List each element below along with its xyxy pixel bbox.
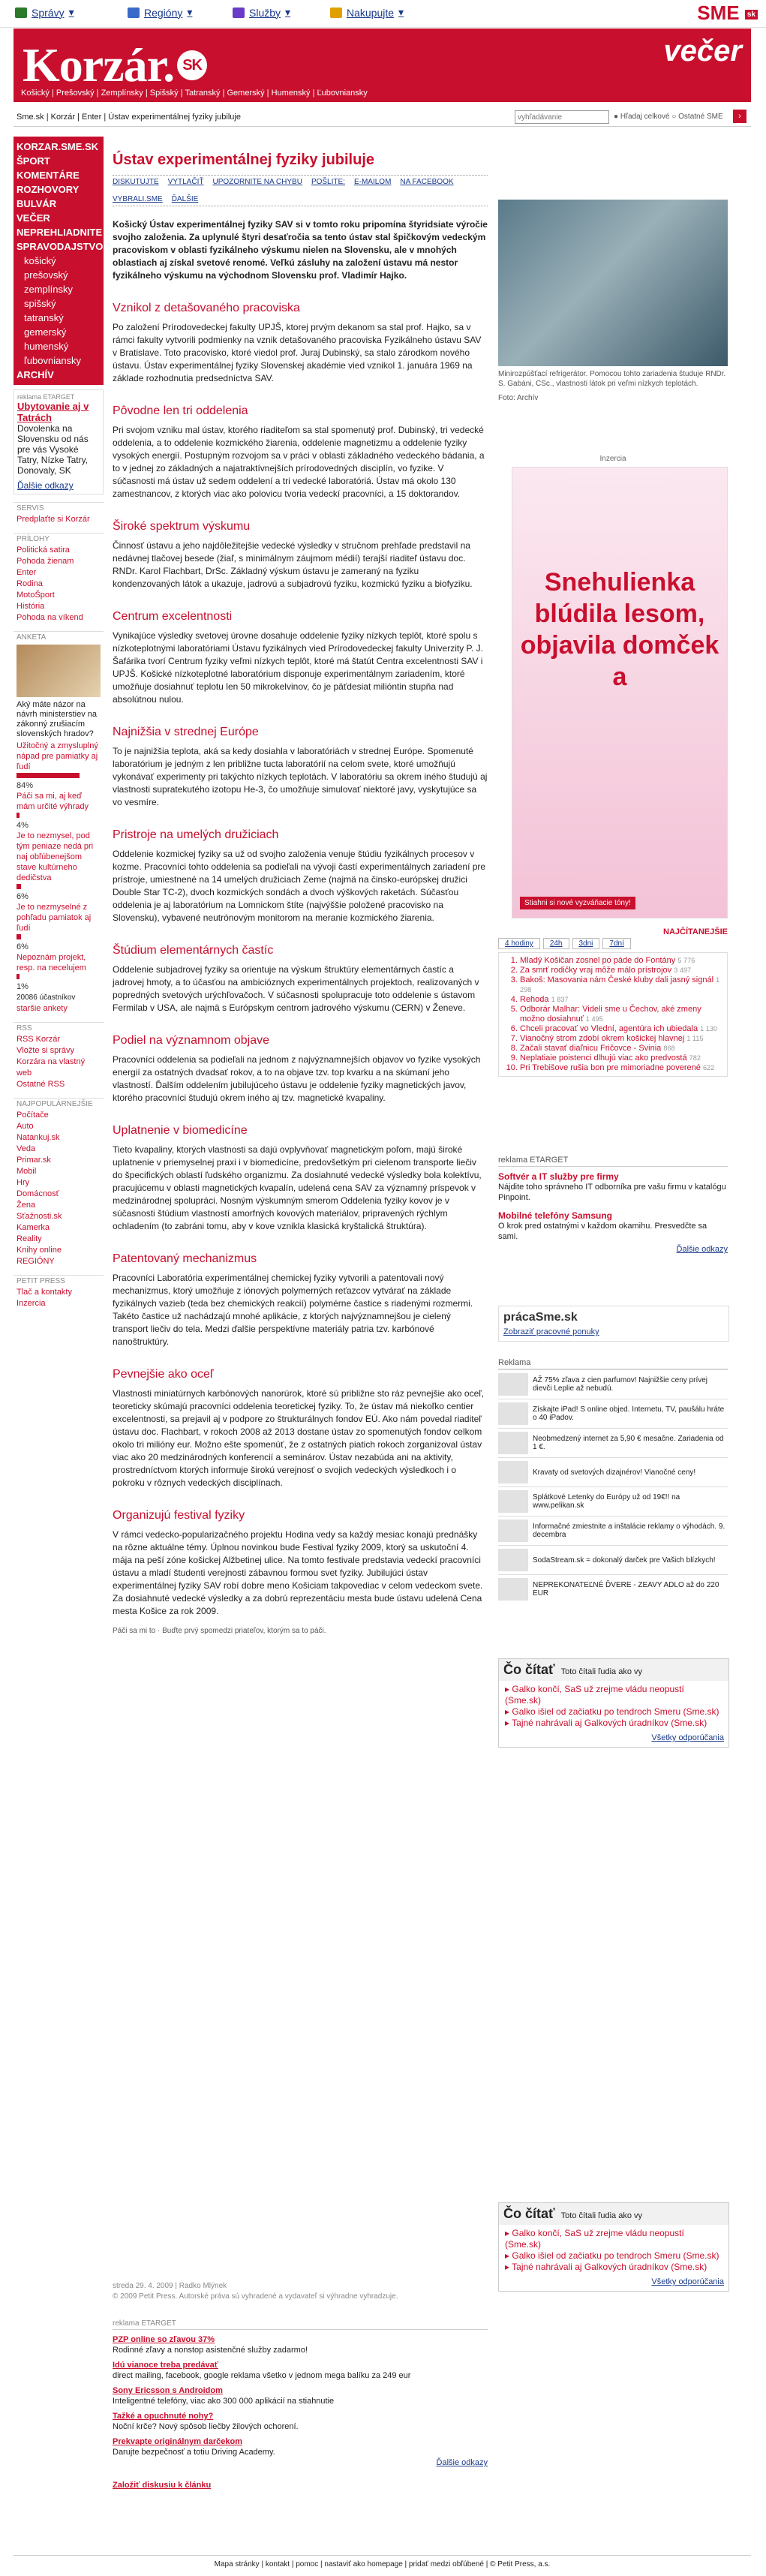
nav-sub-kosicky[interactable]: košický — [24, 255, 56, 266]
most-read-item[interactable] — [520, 1054, 727, 1063]
section-paragraph: Pracovníci oddelenia sa podieľali na jednom z najvýznamnejších objavov vo fyzike vysokých energií za ostatných dvadsať rokov, a to na objave tzv. top kvarku a na skúmaní jeho vlastností. Ďalším oddelením jubilujúceho ústavu je oddelenie fyziky magnetických javov, ktorého pracovníci študujú okrem iného aj tzv. magnetické kvapaliny. — [113, 1054, 481, 1103]
poll-question: Aký máte názor na návrh ministerstiev na zákonný zrušiacím slovenských hradov? — [17, 700, 97, 738]
reklama-thumbnail — [498, 1461, 528, 1483]
left-navigation — [14, 137, 104, 1309]
most-read-tab[interactable]: 4 hodiny — [498, 938, 540, 949]
article-toolbar — [113, 175, 488, 206]
search-button[interactable]: › — [733, 110, 746, 123]
poll-option[interactable]: Je to nezmysel, pod tým peniaze nedá pri naj obľúbenejšom stave kultúrneho dedičstva — [17, 831, 94, 882]
most-read-count: 1 115 — [686, 1035, 704, 1042]
section-heading: Najnižšia v strednej Európe — [113, 726, 259, 738]
popular-link[interactable]: Natankuj.sk — [17, 1133, 60, 1142]
section-heading: Patentovaný mechanizmus — [113, 1252, 257, 1265]
section-paragraph: To je najnižšia teplota, aká sa kedy dosiahla v laboratóriách v strednej Európe. Spomenuté laboratórium je jedným z len približne tucta laboratórií na celom svete, ktoré umožňujú vykonávať experimenty pri takýchto nízkych teplotách. V laboratóriu sa okrem iného študujú aj vlastnosti supratekutého izotopu He-3, čo umožňuje simulovať niektoré javy, vyskytujúce sa vo vesmíre. — [113, 746, 488, 807]
footer-ad-title[interactable]: Idú vianoce treba predávať — [113, 2361, 218, 2370]
section-paragraph: Po založení Prírodovedeckej fakulty UPJŠ, ktorej prvým dekanom sa stal prof. Hajko, sa v rámci fakulty vytvorili podmienky na vznik detašovaného pracoviska Fyzikálneho ústavu SAV v Bratislave. Toto pracovisko, ktoré viedol prof. Juraj Dubinský, sa stalo zárodkom nového ústavu. Ústav experimentálnej fyziky Slovenskej akadémie vied vznikol 1. januára 1969 na základe rozhodnutia predsedníctva SAV. — [113, 322, 482, 383]
caption-text: Minirozpúšťací refrigerátor. Pomocou tohto zariadenia študuje RNDr. S. Gabáni, CSc., vlastnosti látok pri veľmi nízkych teplotách. — [498, 370, 726, 388]
toolbar-item[interactable]: UPOZORNITE NA CHYBU — [212, 178, 302, 186]
poll-option[interactable]: Užitočný a zmysluplný nápad pre pamiatky aj ľudí — [17, 741, 98, 771]
etarget-ad-text: Nájdite toho správneho IT odborníka pre vašu firmu v katalógu Pinpoint. — [498, 1183, 726, 1202]
nav-item-rozhovory[interactable]: ROZHOVORY — [17, 184, 80, 195]
footer-ad — [113, 2411, 488, 2432]
footer-ad — [113, 2360, 488, 2381]
footer-ad-text: Noční krče? Nový spôsob liečby žilových ochorení. — [113, 2422, 299, 2431]
most-read-tabs — [498, 938, 728, 949]
breadcrumb-bar — [14, 108, 751, 127]
priloha-link[interactable]: Pohoda žienam — [17, 557, 74, 566]
reklama-thumbnail — [498, 1519, 528, 1542]
most-read-title: Bakoš: Masovania nám České kluby dali jasný signál — [520, 975, 714, 984]
article-section — [113, 610, 488, 706]
etarget-more-link[interactable]: Ďalšie odkazy — [676, 1245, 728, 1254]
cocitat-box-2 — [498, 2202, 729, 2292]
etarget-ad-title[interactable]: Softvér a IT služby pre firmy — [498, 1171, 619, 1182]
footer-ads — [113, 2319, 488, 2490]
most-read-title: Začali stavať diaľnicu Fričovce - Svinia — [520, 1044, 662, 1053]
article — [113, 137, 488, 1644]
top-bar — [0, 0, 766, 28]
reklama-thumbnail — [498, 1549, 528, 1571]
poll-bar — [17, 884, 21, 889]
cocitat-list — [499, 1684, 728, 1729]
most-read-title: Za smrť rodičky vraj môže málo prístrojov — [520, 966, 672, 975]
most-read-count: 782 — [689, 1054, 701, 1062]
nav-item-home[interactable]: KORZAR.SME.SK — [17, 141, 99, 152]
section-heading: Štúdium elementárnych častíc — [113, 944, 274, 957]
most-read — [498, 927, 728, 1077]
cocitat-item[interactable]: ▸ Tajné nahrávali aj Galkových úradníkov (Sme.sk) — [505, 1718, 722, 1729]
article-section — [113, 404, 488, 500]
section-heading: Pevnejšie ako oceľ — [113, 1368, 214, 1381]
reklama-thumbnail — [498, 1432, 528, 1454]
most-read-count: 1 837 — [551, 996, 569, 1003]
article-section — [113, 1509, 488, 1618]
poll-percent: 4% — [17, 821, 29, 830]
article-section — [113, 944, 488, 1014]
reklama-row[interactable] — [498, 1486, 728, 1516]
reklama-row[interactable] — [498, 1545, 728, 1574]
article-section — [113, 1034, 488, 1105]
section-heading: Organizujú festival fyziky — [113, 1509, 245, 1522]
most-read-count: 868 — [663, 1045, 675, 1052]
reklama-thumbnail — [498, 1402, 528, 1425]
reklama-row[interactable] — [498, 1369, 728, 1399]
section-menu — [14, 137, 104, 385]
reklama-thumbnail — [498, 1578, 528, 1601]
footer-ad-text: Inteligentné telefóny, viac ako 300 000 aplikácií na stiahnutie — [113, 2397, 335, 2406]
cocitat-more[interactable]: Všetky odporúčania — [651, 1733, 724, 1742]
popular-link[interactable]: Hry — [17, 1178, 30, 1187]
topnav-spravy[interactable]: Správy ▾ — [15, 6, 74, 19]
popular-heading: NAJPOPULÁRNEJŠIE — [14, 1098, 104, 1110]
poll-percent: 84% — [17, 781, 34, 790]
anketa-heading: ANKETA — [14, 631, 104, 643]
services-icon — [233, 8, 245, 18]
article-body — [113, 302, 488, 1618]
section-heading: Uplatnenie v biomedicíne — [113, 1124, 248, 1137]
reklama-row[interactable] — [498, 1574, 728, 1604]
article-section — [113, 302, 488, 385]
footer-ad-title[interactable]: Prekvapte originálnym darčekom — [113, 2437, 243, 2446]
poll-photo — [17, 645, 101, 697]
most-read-list — [498, 952, 728, 1077]
reklama-text: NEPREKONATEĽNÉ ĎVERE - ZEAVY ADLO až do 220 EUR — [533, 1581, 719, 1598]
footer-ad-text: direct mailing, facebook, google reklama všetko v jednom mega balíku za 249 eur — [113, 2371, 411, 2380]
nav-sub-humensky[interactable]: humenský — [24, 341, 69, 352]
reklama-list — [498, 1369, 728, 1604]
most-read-item[interactable] — [520, 1044, 727, 1054]
most-read-count: 3 497 — [674, 966, 692, 974]
cocitat-list — [499, 2228, 728, 2273]
etarget-ad-text: O krok pred ostatnými v každom okamihu. Presvedčte sa sami. — [498, 1222, 707, 1241]
popular-link[interactable]: Počítače — [17, 1111, 49, 1120]
popular-link[interactable]: Knihy online — [17, 1246, 62, 1255]
section-paragraph: Tieto kvapaliny, ktorých vlastnosti sa dajú ovplyvňovať magnetickým poľom, majú široké uplatnenie v priemyselnej praxi i v biomedicíne, predovšetkým pri cielenom transporte liečiv do špecifických oblastí ľudského organizmu. Za dosiahnuté vedecké výsledky bola kolektívu, pracujúcemu v oblasti magnetických kvapalín, udelená cena SAV za významný príspevok v medzinárodnej spolupráci. Nosným výskumným smerom Oddelenia fyziky kovov je v súčasnosti štúdium vlastností amorfných kovových materiálov, pripravených rýchlym ochladením (to zabráni tomu, aby v kove vznikla klasická kryštalická štruktúra). — [113, 1144, 482, 1231]
most-read-title: Chceli pracovať vo Vlední, agentúra ich ubiedala — [520, 1024, 698, 1033]
priloha-link[interactable]: Pohoda na víkend — [17, 613, 83, 622]
rss-link[interactable]: RSS Korzár — [17, 1035, 61, 1044]
section-paragraph: Vlastnosti miniatúrnych karbónových nanorúrok, ktoré sú približne sto ráz pevnejšie ako oceľ, teoreticky skúmajú pracovníci oddelenia teoretickej fyziky. To, že ústav má niekoľko centier excelentnosti, sa prejavil aj v podpore zo štrukturálnych fondov EÚ. Ako nám povedal riaditeľ ústavu doc. Flachbart, v rokoch 2008 až 2013 dostane ústav zo spomenutých fondov celkom okolo tri milióny eur. Možno ešte spomenúť, že z ostatných piatich rokoch zorganizoval ústav viac ako 20 medzinárodných konferencií a seminárov. Ústav nezabúda ani na aktivity, prostredníctvom ktorých informuje širokú verejnosť o svojich vedeckých výsledkoch i o pokroku v rôznych vedeckých disciplínach. — [113, 1388, 485, 1488]
reklama-text: SodaStream.sk = dokonalý darček pre Vašich blízkych! — [533, 1556, 716, 1565]
nav-item-bulvar[interactable]: BULVÁR — [17, 198, 57, 209]
reklama-text: Splátkové Letenky do Európy už od 19€!! na www.pelikan.sk — [533, 1493, 680, 1510]
most-read-title: Vianočný strom zdobí okrem košickej hlavnej — [520, 1034, 685, 1043]
footer-ad — [113, 2385, 488, 2406]
photo-credit: Foto: Archív — [498, 394, 539, 402]
article-section — [113, 1368, 488, 1489]
most-read-item[interactable] — [520, 1034, 727, 1044]
priloha-link[interactable]: MotoŠport — [17, 591, 55, 600]
rss-link[interactable]: Ostatné RSS — [17, 1080, 65, 1089]
topnav-sluzby[interactable]: Služby ▾ — [233, 6, 290, 19]
cocitat-title: Čo čítať Toto čítali ľudia ako vy — [499, 2203, 728, 2225]
most-read-item[interactable] — [520, 1024, 727, 1034]
popular-link[interactable]: Domácnosť — [17, 1189, 59, 1198]
poll-bar — [17, 773, 80, 778]
prilohy-heading: PRÍLOHY — [14, 533, 104, 545]
reklama-text: Kravaty od svetových dizajnérov! Vianočné ceny! — [533, 1468, 696, 1477]
like-bar[interactable]: Páči sa mi to · Buďte prvý spomedzi priateľov, ktorým sa to páči. — [113, 1627, 326, 1635]
most-read-item[interactable] — [520, 1063, 727, 1073]
photo-caption — [498, 369, 728, 403]
cocitat-more[interactable]: Všetky odporúčania — [651, 2277, 724, 2286]
cocitat-box — [498, 1658, 729, 1748]
popular-link[interactable]: Reality — [17, 1234, 42, 1243]
section-paragraph: Činnosť ústavu a jeho najdôležitejšie vedecké výsledky v stručnom prehľade predstavil na nedávnej tlačovej besede (žiaľ, s minimálnym záujmom médií) terajší riaditeľ ústavu doc. RNDr. Karol Flachbart, DrSc. Základný výskum ústavu je zameraný na fyziku kondenzovaných látok a ukazuje, jadrovú a subjadrovú fyziku, kozmickú fyziku a biofyziku. — [113, 540, 473, 589]
footer-ads-more[interactable]: Ďalšie odkazy — [436, 2458, 488, 2467]
cocitat-item[interactable]: ▸ Tajné nahrávali aj Galkových úradníkov (Sme.sk) — [505, 2262, 722, 2273]
most-read-tab[interactable]: 3dni — [572, 938, 600, 949]
petit-link[interactable]: Inzercia — [17, 1299, 46, 1308]
footer-ad-title[interactable]: PZP online so zľavou 37% — [113, 2335, 215, 2344]
toolbar-item[interactable]: VYTLAČIŤ — [167, 178, 204, 186]
etarget-box — [498, 1156, 728, 1254]
section-paragraph: Pri svojom vzniku mal ústav, ktorého riaditeľom sa stal spomenutý prof. Dubinský, tri vedecké oddelenia, a to oddelenie kozmického žiarenia, oddelenie magnetizmu a oddelenie fyziky vysokých energií. Postupným rozvojom sa v práci v oblasti základného vedeckého bádania, a to v jednej zo základných a najatraktívnejších prírodovedných disciplín, vo fyzike. V súčasnosti má ústav už sedem oddelení a tri vedecké laboratóriá. Ústav má okolo 130 zamestnancov, z ktorých viac ako polovicu tvoria vedeckí pracovníci, a 15 doktorandov. — [113, 425, 485, 499]
poll-percent: 1% — [17, 982, 29, 991]
banner-ad[interactable] — [512, 467, 728, 918]
reklama-thumbnail — [498, 1490, 528, 1513]
poll-percent: 6% — [17, 942, 29, 951]
most-read-title: NAJČÍTANEJŠIE — [663, 927, 728, 936]
reklama-text: Informačné zmiestnite a inštalácie reklamy o výhodách. 9. decembra — [533, 1522, 725, 1539]
banner-ad-button[interactable]: Stiahni si nové vyzváňacie tóny! — [520, 897, 635, 909]
section-heading: Pristroje na umelých družiciach — [113, 828, 279, 841]
most-read-item[interactable] — [520, 956, 727, 966]
toolbar-item[interactable]: NA FACEBOOK — [400, 178, 454, 186]
footer-ad-title[interactable]: Sony Ericsson s Androidom — [113, 2386, 223, 2395]
section-paragraph: Pracovníci Laboratória experimentálnej chemickej fyziky vytvorili a patentovali nový mechanizmus, ktorý umožňuje z iónových polymerných reťazcov vytvárať na základe fyzikálnych vazieb (teda bez chemických reakcií) polymérne častice s riadenými rozmermi. Takéto častice už nachádzajú mnohé aplikácie, z ktorých najvýznamnejšou je cielený transport liečiv do tela. Medzi ďalšie perspektívne materiály patria tzv. karbónové nanoštruktúry. — [113, 1273, 473, 1347]
reklama-thumbnail — [498, 1373, 528, 1396]
petit-heading: PETIT PRESS — [14, 1275, 104, 1287]
popular-list — [14, 1110, 104, 1267]
poll-option[interactable]: Nepoznám projekt, resp. na necelujem — [17, 953, 86, 972]
most-read-title: Pri Trebišove rušia bon pre mimoriadne poverené — [520, 1063, 701, 1072]
reklama-row[interactable] — [498, 1516, 728, 1545]
popular-link[interactable]: Kamerka — [17, 1223, 50, 1232]
poll-bar — [17, 974, 20, 979]
most-read-item[interactable] — [520, 1005, 727, 1024]
section-paragraph: Vynikajúce výsledky svetovej úrovne dosahuje oddelenie fyziky nízkych teplôt, ktoré spolu s nízkoteplotnými laboratóriami Ústavu fyzikálnych vied Prírodovedeckej fakulty Univerzity P. J. Šafárika tvorí Centrum fyziky veľmi nízkych teplôt, ktoré má štatút Centra excelentnosti SAV i UPJŠ. Košické nízkoteplotné laboratórium disponuje experimentálnym zariadením, ktoré umožňuje dosiahnuť teplotu len 50 mikrokelvinov, čo je päťdesiat milióntin stupňa nad absolútnou nulou. — [113, 630, 483, 705]
nav-item-archiv[interactable]: ARCHÍV — [17, 369, 54, 380]
ad-text: Dovolenka na Slovensku od nás pre vás Vysoké Tatry, Nízke Tatry, Donovaly, SK — [17, 423, 89, 476]
toolbar-item[interactable]: ĎALŠIE — [171, 195, 199, 203]
servis-link[interactable]: Predplaťte si Korzár — [17, 515, 90, 524]
poll-bar — [17, 934, 21, 939]
footer-ad-title[interactable]: Tažké a opuchnuté nohy? — [113, 2412, 214, 2421]
priloha-link[interactable]: Enter — [17, 568, 37, 577]
footer-ad-text: Rodinné zľavy a nonstop asistenčné služby zadarmo! — [113, 2346, 308, 2355]
reklama-box — [498, 1358, 728, 1604]
cart-icon — [330, 8, 342, 18]
ad-more-link[interactable]: Ďalšie odkazy — [17, 480, 74, 491]
ad-title[interactable]: Ubytovanie aj v Tatrách — [17, 401, 89, 423]
cocitat-item[interactable]: ▸ Galko končí, SaS už zrejme vládu neopustí (Sme.sk) — [505, 2228, 722, 2250]
reklama-row[interactable] — [498, 1399, 728, 1428]
popular-link[interactable]: Žena — [17, 1201, 36, 1210]
most-read-title: Odborár Malhar: Videli sme u Čechov, aké zmeny možno dosiahnuť — [520, 1005, 701, 1023]
poll-archive-link[interactable]: staršie ankety — [17, 1004, 68, 1013]
banner-ad-text: Snehulienka blúdila lesom, objavila domček a — [520, 568, 719, 691]
korzar-logo[interactable]: Korzár. SK — [20, 33, 207, 93]
poll-bar — [17, 813, 20, 818]
section-heading: Centrum excelentnosti — [113, 610, 233, 623]
etarget-heading: reklama ETARGET — [498, 1156, 728, 1167]
toolbar-item[interactable]: E-MAILOM — [353, 178, 392, 186]
cocitat-title: Čo čítať Toto čítali ľudia ako vy — [499, 1659, 728, 1681]
article-lead: Košický Ústav experimentálnej fyziky SAV si v tomto roku pripomína štyridsiate výročie svojho založenia. Za uplynulé štyri desaťročia sa tento ústav stal špičkovým vedeckým pracoviskom v oblasti fyzikálneho výskumu nielen na Slovensku, ale v mnohých oblastiach aj získal svetové renomé. Veľkú zásluhy na založení ústavu má nestor fyzikálneho výskumu na východnom Slovensku prof. Vladimír Hajko. — [113, 219, 488, 281]
nav-sub-presovsky[interactable]: prešovský — [24, 269, 68, 281]
ad-label: Inzercia — [599, 455, 626, 463]
most-read-count: 622 — [702, 1064, 715, 1072]
popular-link[interactable]: Auto — [17, 1122, 34, 1131]
nav-item-neprehliadnite[interactable]: NEPREHLIADNITE — [17, 227, 103, 238]
nav-item-spravodajstvo[interactable]: SPRAVODAJSTVO — [17, 241, 104, 252]
servis-heading: SERVIS — [14, 502, 104, 514]
reklama-row[interactable] — [498, 1428, 728, 1457]
popular-link[interactable]: Mobil — [17, 1167, 37, 1176]
start-discussion-link[interactable]: Založiť diskusiu k článku — [113, 2481, 212, 2490]
footer-ad — [113, 2334, 488, 2355]
topnav-nakupujte[interactable]: Nakupujte ▾ — [330, 6, 404, 19]
poll-percent: 6% — [17, 892, 29, 901]
popular-link[interactable]: REGIÓNY — [17, 1257, 55, 1266]
poll-count: 20086 účastníkov — [17, 993, 76, 1002]
most-read-tab[interactable]: 7dní — [602, 938, 630, 949]
popular-link[interactable]: Sťažnosti.sk — [17, 1212, 62, 1221]
section-paragraph: V rámci vedecko-popularizačného projektu Hodina vedy sa každý mesiac konajú prednášky na rôzne aktuálne témy. Úplnou novinkou bude Festival fyziky 2009, ktorý sa uskutoční 4. mája na peší zóne košickej Alžbetinej ulice. Na tomto festivale predstavia vedeckí pracovníci ústavu a mladí študenti verejnosti zábavnou formou svet fyziky. Jubilujúci ústav experimentálnej fyziky SAV robí dobre meno Košiciam takpovediac v celom vedeckom svete. Za dosiahnuté vedecké výsledky a za dobrú reprezentáciu mesta bude ústavu udelená Cena mesta Košice za rok 2009. — [113, 1529, 483, 1616]
praca-logo[interactable]: prácaSme.sk — [503, 1311, 578, 1324]
priloha-link[interactable]: Rodina — [17, 579, 43, 588]
nav-sub-lubovniansky[interactable]: ľubovniansky — [24, 355, 82, 366]
most-read-item[interactable] — [520, 966, 727, 975]
section-paragraph: Oddelenie kozmickej fyziky sa už od svojho založenia venuje štúdiu fyzikálnych procesov v kozme. Pracovníci tohto oddelenia sa podieľali na vývoji častí experimentálnych zariadení pre prístroje, umiestnené na 14 umelých družiciach Zeme (najmä na činsko-európskej družici Double Star TC-2), dvoch kozmických sondách a dvoch výškových raketách. Súčasťou oddelenia je aj laboratórium na Lomnickom štíte (najvýššie položené pracovisko na Slovensku), vybavené neutrónovým monitorom na meranie kozmického žiarenia. — [113, 849, 486, 923]
nav-item-komentare[interactable]: KOMENTÁRE — [17, 170, 80, 181]
most-read-count: 5 776 — [677, 957, 695, 964]
cocitat-item[interactable]: ▸ Galko išiel od začiatku po tendroch Smeru (Sme.sk) — [505, 1706, 722, 1718]
article-title: Ústav experimentálnej fyziky jubiluje — [113, 152, 375, 168]
most-read-count: 1 298 — [520, 976, 720, 993]
toolbar-item[interactable]: DISKUTUJTE — [113, 178, 159, 186]
section-heading: Podiel na významnom objave — [113, 1034, 270, 1047]
nav-item-vecer[interactable]: VEČER — [17, 212, 50, 224]
priloha-link[interactable]: Politická satira — [17, 546, 70, 555]
publication-info: streda 29. 4. 2009 | Radko Mlýnek © 2009 Petit Press. Autorské práva sú vyhradené a vydavateľ si výhradne vyhradzuje. — [113, 2282, 398, 2301]
news-icon — [15, 8, 27, 18]
popular-link[interactable]: Primar.sk — [17, 1156, 51, 1165]
nav-item-sport[interactable]: ŠPORT — [17, 155, 50, 167]
popular-link[interactable]: Veda — [17, 1144, 36, 1153]
nav-sub-zemplinsky[interactable]: zemplínsky — [24, 284, 74, 295]
footer-ad-text: Darujte bezpečnosť a totiu Driving Academy. — [113, 2448, 275, 2457]
article-section — [113, 828, 488, 924]
section-heading: Pôvodne len tri oddelenia — [113, 404, 248, 417]
most-read-title: Rehoda — [520, 995, 549, 1004]
petit-link[interactable]: Tlač a kontakty — [17, 1288, 72, 1297]
most-read-title: Neplatiaie poistenci dlhujú viac ako predvostá — [520, 1054, 687, 1063]
toolbar-item[interactable]: POŠLITE: — [311, 178, 345, 186]
reklama-text: Získajte iPad! S online objed. Internetu, TV, paušálu hráte o 40 iPadov. — [533, 1405, 725, 1422]
vecer-logo[interactable]: večer — [663, 35, 742, 68]
reklama-row[interactable] — [498, 1457, 728, 1486]
section-heading: Vznikol z detašovaného pracoviska — [113, 302, 300, 314]
reklama-text: Neobmedzený internet za 5,90 € mesačne. Zariadenia od 1 €. — [533, 1435, 724, 1451]
poll-option[interactable]: Páči sa mi, aj keď mám určité výhrady — [17, 792, 89, 811]
most-read-title: Mladý Košičan zosnel po páde do Fontány — [520, 956, 676, 965]
search-input[interactable] — [515, 110, 609, 124]
praca-box — [498, 1306, 729, 1342]
footer-ad-list — [113, 2334, 488, 2457]
rss-heading: RSS — [14, 1022, 104, 1034]
left-ad — [14, 389, 104, 494]
toolbar-item[interactable]: VYBRALI.SME — [113, 195, 163, 203]
nav-sub-spissky[interactable]: spišský — [24, 298, 56, 309]
footer-ads-heading: reklama ETARGET — [113, 2319, 488, 2330]
poll-option[interactable]: Je to nezmyselné z pohľadu pamiatok aj ľudí — [17, 903, 92, 933]
article-section — [113, 1124, 488, 1233]
reklama-heading: Reklama — [498, 1358, 728, 1369]
most-read-tab[interactable]: 24h — [543, 938, 569, 949]
most-read-count: 1 495 — [585, 1015, 603, 1023]
search-options[interactable]: ● Hľadaj celkové ○ Ostatné SME — [614, 113, 723, 121]
article-section — [113, 520, 488, 591]
sme-logo[interactable]: SME sk — [653, 2, 758, 24]
nav-sub-gemersky[interactable]: gemerský — [24, 326, 67, 338]
etarget-ad-title[interactable]: Mobilné telefóny Samsung — [498, 1210, 613, 1221]
section-paragraph: Oddelenie subjadrovej fyziky sa orientuje na výskum štruktúry elementárnych častíc a jadrovej hmoty, a to účasťou na ambicióznych experimentálnych projektoch, realizovaných v popredných svetových urýchľovačoch. V súčasnosti spolupracuje toto oddelenie s ústavom Fermilab v USA, ale najmä s Európskym centrom jadrového výskumu (CERN) v Ženeve. — [113, 964, 479, 1013]
ad-label: reklama ETARGET — [17, 393, 75, 401]
cocitat-item[interactable]: ▸ Galko končí, SaS už zrejme vládu neopustí (Sme.sk) — [505, 1684, 722, 1706]
site-header — [14, 29, 751, 102]
most-read-count: 1 130 — [700, 1025, 718, 1033]
article-section — [113, 1252, 488, 1348]
most-read-item[interactable] — [520, 975, 727, 995]
breadcrumb[interactable]: Sme.sk | Korzár | Enter | Ústav experimentálnej fyziky jubiluje — [17, 113, 241, 122]
article-section — [113, 726, 488, 809]
poll-options — [14, 741, 104, 992]
page-footer[interactable]: Mapa stránky | kontakt | pomoc | nastaviť ako homepage | pridať medzi obľúbené | © Petit Press, a.s. — [14, 2555, 751, 2568]
rss-link[interactable]: Vložte si správy Korzára na vlastný web — [17, 1046, 86, 1078]
section-heading: Široké spektrum výskumu — [113, 520, 251, 533]
cocitat-item[interactable]: ▸ Galko išiel od začiatku po tendroch Smeru (Sme.sk) — [505, 2250, 722, 2262]
footer-ad — [113, 2436, 488, 2457]
topnav-regiony[interactable]: Regióny ▾ — [128, 6, 192, 19]
most-read-item[interactable] — [520, 995, 727, 1005]
region-links[interactable]: Košický | Prešovský | Zemplínsky | Spišský | Tatranský | Gemerský | Humenský | Ľubovniansky — [21, 89, 368, 98]
nav-sub-tatransky[interactable]: tatranský — [24, 312, 64, 323]
article-photo[interactable] — [498, 200, 728, 366]
map-icon — [128, 8, 140, 18]
reklama-text: AŽ 75% zľava z cien parfumov! Najnižšie ceny prívej dievči Leplie až nebudú. — [533, 1376, 708, 1393]
praca-link[interactable]: Zobraziť pracovné ponuky — [503, 1327, 599, 1336]
priloha-link[interactable]: História — [17, 602, 45, 611]
